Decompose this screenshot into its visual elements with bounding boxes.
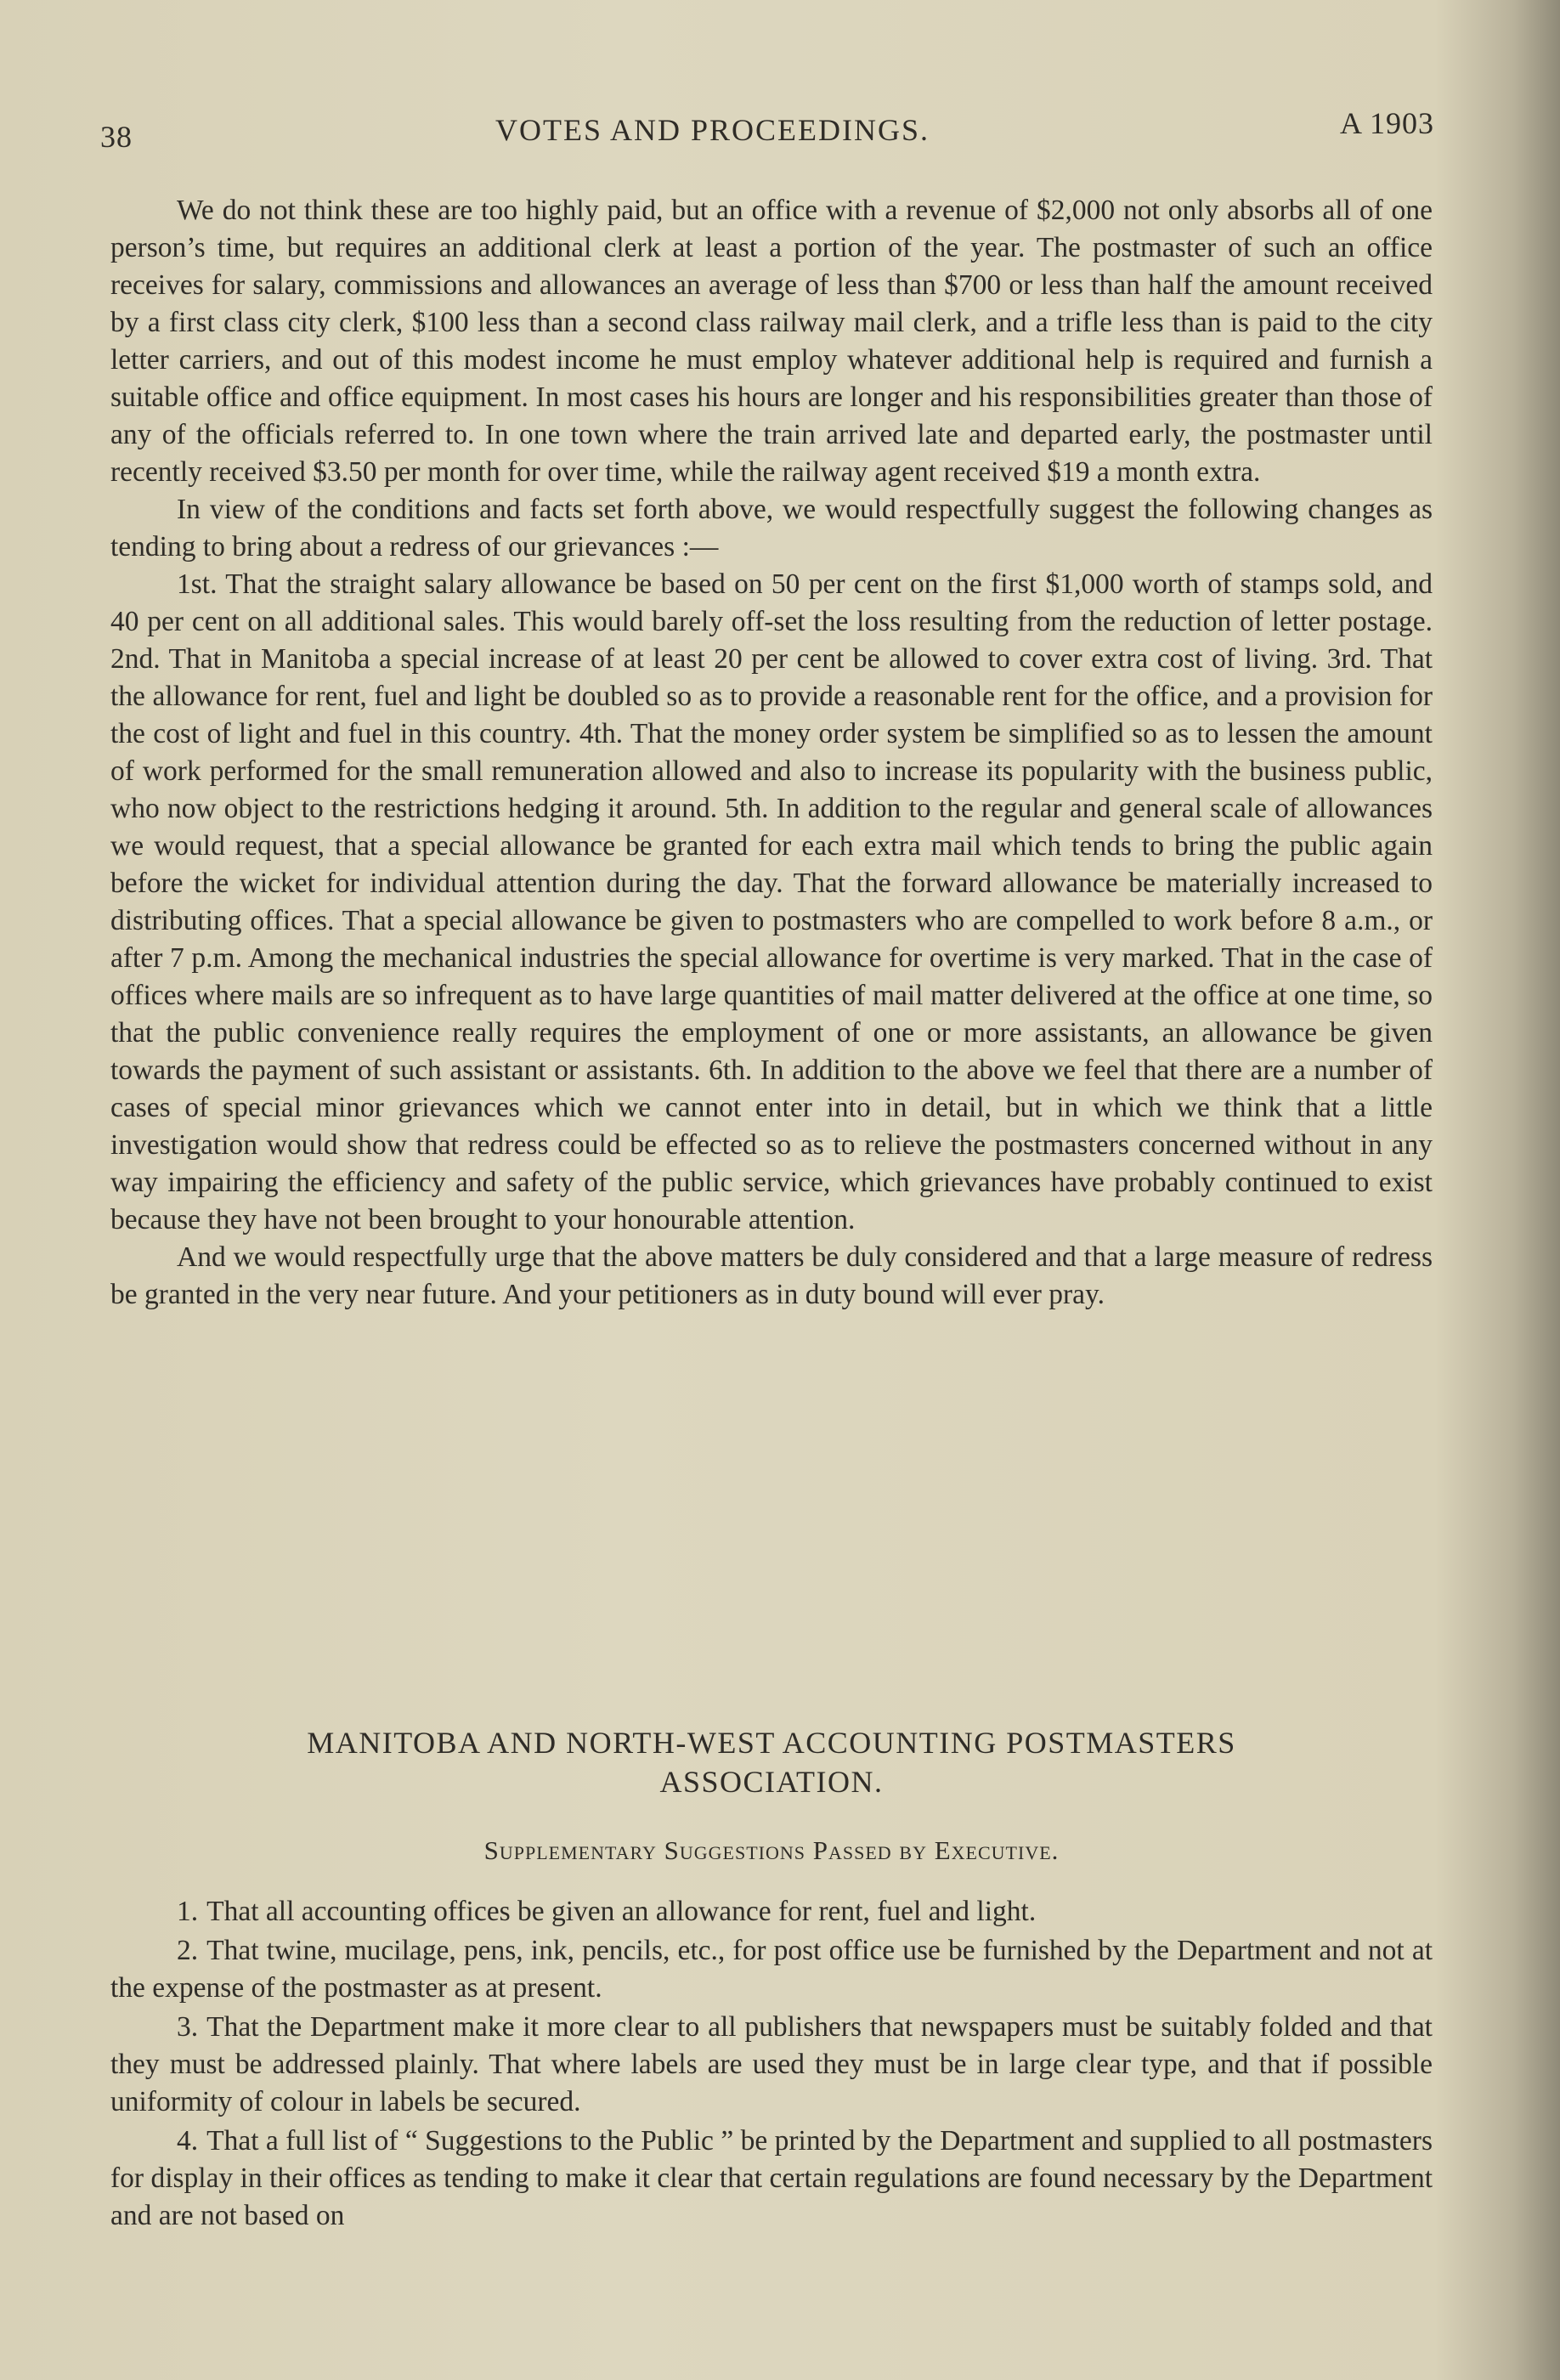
page-number: 38 (100, 120, 133, 154)
item-number: 1. (177, 1896, 199, 1927)
paragraph-salary-comparison: We do not think these are too highly paid, but an office with a revenue of $2,000 not only absorbs all of one person’s time, but requires an additional clerk at least a portion of the year. The postmaster of such an office receives for salary, commissions and allowances an average of less than $700 or less than half the amount received by a first class city clerk, $100 less than a second class railway mail clerk, and a trifle less than is paid to the city letter carriers, and out of this modest income he must employ whatever additional help is required and furnish a suitable office and office equipment. In most cases his hours are longer and his responsibilities greater than those of any of the officials referred to. In one town where the train arrived late and departed early, the postmaster until recently received $3.50 per month for over time, while the railway agent received $19 a month extra. (110, 195, 1433, 488)
item-number: 2. (177, 1935, 199, 1966)
petition-body (110, 192, 1433, 1314)
item-text: That the Department make it more clear to all publishers that newspapers must be suitably folded and that they must be addressed plainly. That where labels are used they must be in large clear type, and that if possible uniformity of colour in labels be secured. (110, 2011, 1433, 2117)
session-label: A 1903 (1339, 106, 1434, 140)
paragraph-numbered-requests: 1st. That the straight salary allowance be based on 50 per cent on the first $1,000 worth of stamps sold, and 40 per cent on all additional sales. This would barely off-set the loss resulting from the reduction of letter postage. 2nd. That in Manitoba a special increase of at least 20 per cent be allowed to cover extra cost of living. 3rd. That the allowance for rent, fuel and light be doubled so as to provide a reasonable rent for the office, and a provision for the cost of light and fuel in this country. 4th. That the money order system be simplified so as to lessen the amount of work performed for the small remuneration allowed and also to increase its popularity with the business public, who now object to the restrictions hedging it around. 5th. In addition to the regular and general scale of allowances we would request, that a special allowance be granted for each extra mail which tends to bring the public again before the wicket for individual attention during the day. That the forward allowance be materially increased to distributing offices. That a special allowance be given to postmasters who are compelled to work before 8 a.m., or after 7 p.m. Among the mechanical industries the special allowance for overtime is very marked. That in the case of offices where mails are so infrequent as to have large quantities of mail matter delivered at the office at one time, so that the public convenience really requires the employment of one or more assistants, an allowance be given towards the payment of such assistant or assistants. 6th. In addition to the above we feel that there are a number of cases of special minor grievances which we cannot enter into in detail, but in which we think that a little investigation would show that redress could be effected so as to relieve the postmasters concerned without in any way impairing the efficiency and safety of the public service, which grievances have probably continued to exist because they have not been brought to your honourable attention. (110, 568, 1433, 1235)
section-heading (110, 1723, 1433, 1801)
section-heading-line-2: ASSOCIATION. (659, 1765, 884, 1799)
item-number: 4. (177, 2125, 199, 2157)
list-item (110, 1932, 1433, 2007)
list-item (110, 2123, 1433, 2235)
running-title: VOTES AND PROCEEDINGS. (495, 113, 930, 147)
item-text: That a full list of “ Suggestions to the Public ” be printed by the Department and supplied to all postmasters for display in their offices as tending to make it clear that certain regulations are found necessary by the Department and are not based on (110, 2125, 1433, 2231)
section-heading-line-1: MANITOBA AND NORTH-WEST ACCOUNTING POSTMASTERS (307, 1726, 1236, 1760)
running-header (100, 106, 1434, 155)
item-number: 3. (177, 2011, 199, 2043)
item-text: That twine, mucilage, pens, ink, pencils, etc., for post office use be furnished by the Department and not at the expense of the postmaster as at present. (110, 1935, 1433, 2004)
list-item (110, 2009, 1433, 2121)
paragraph-suggested-changes-intro: In view of the conditions and facts set forth above, we would respectfully suggest the following changes as tending to bring about a redress of our grievances :— (110, 494, 1433, 562)
list-item (110, 1893, 1433, 1931)
suggestions-list (110, 1893, 1433, 2236)
item-text: That all accounting offices be given an allowance for rent, fuel and light. (206, 1896, 1037, 1927)
paragraph-closing-prayer: And we would respectfully urge that the above matters be duly considered and that a large measure of redress be granted in the very near future. And your petitioners as in duty bound will ever pray. (110, 1241, 1433, 1310)
section-subheading: Supplementary Suggestions Passed by Executive. (483, 1835, 1060, 1865)
